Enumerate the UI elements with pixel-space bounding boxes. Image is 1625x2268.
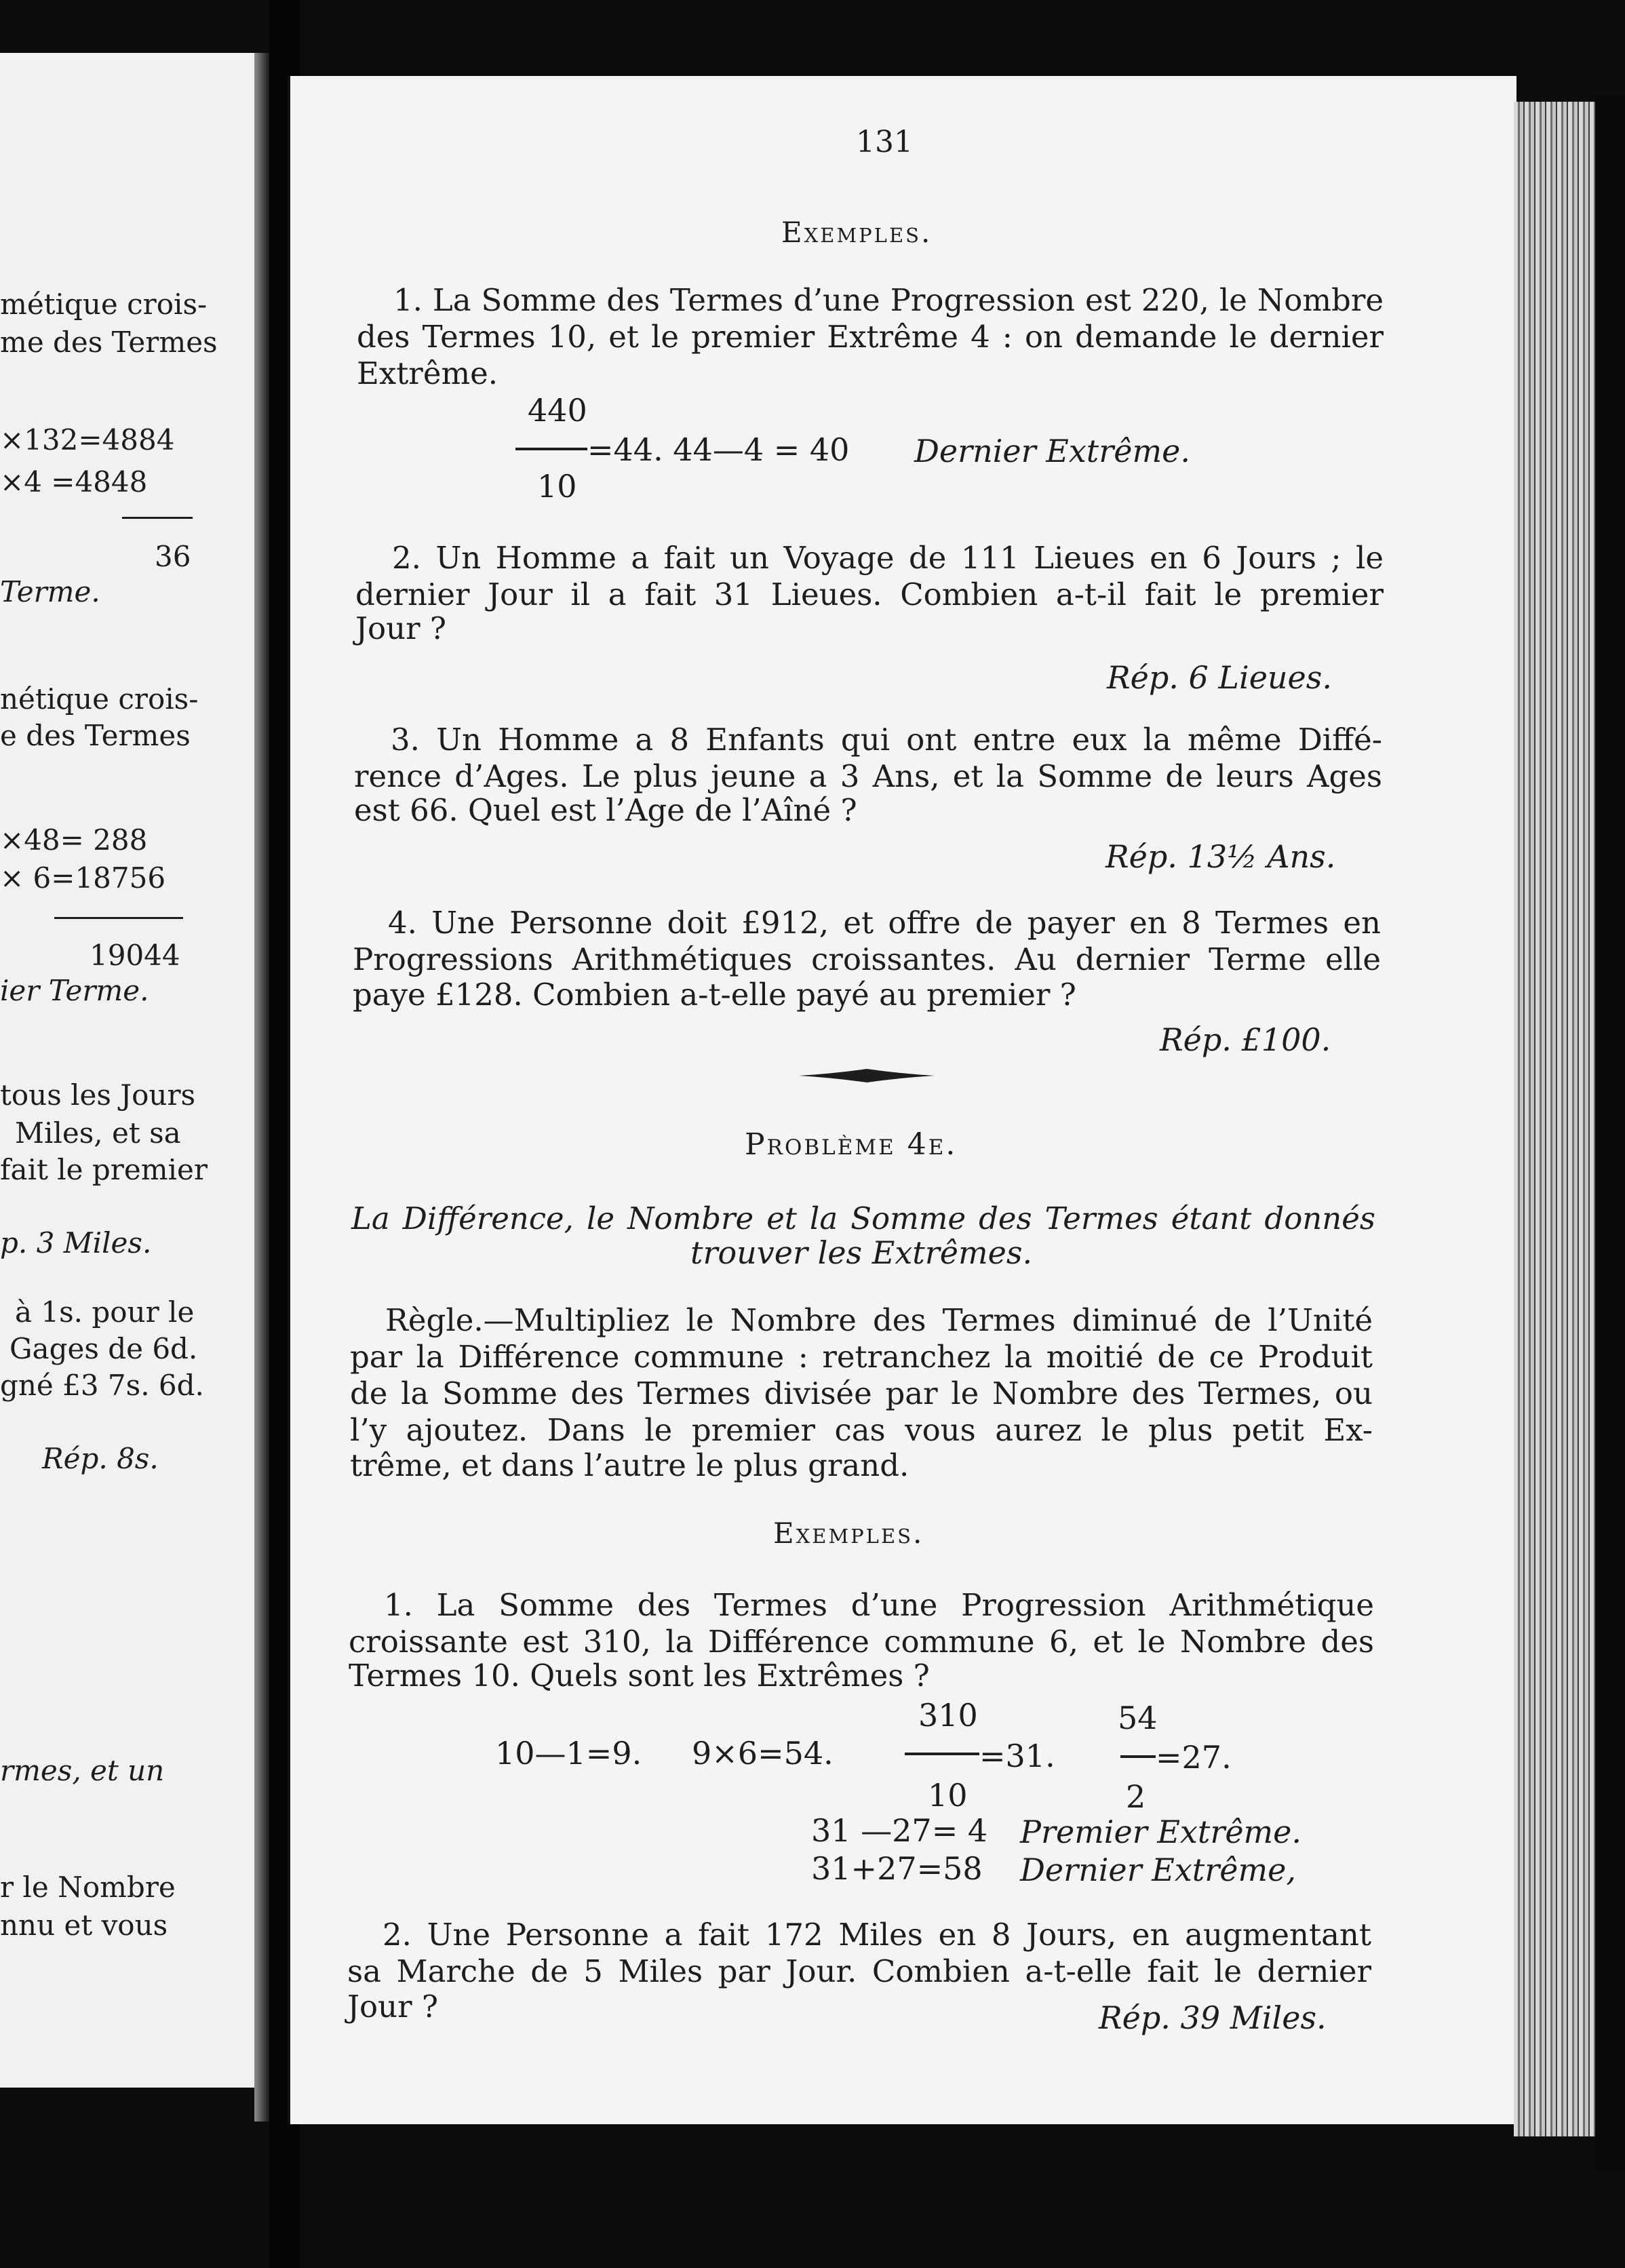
left-line: à 1s. pour le: [15, 1295, 195, 1329]
page-edges: [1514, 102, 1595, 2136]
calculation: 9×6=54.: [692, 1735, 834, 1772]
section-heading: Exemples.: [773, 1517, 924, 1550]
problem-subtitle-line: La Différence, le Nombre et la Somme des Termes étant donnés: [351, 1200, 1375, 1236]
example-3-line: est 66. Quel est l’Age de l’Aîné ?: [354, 792, 857, 828]
left-rule: [54, 917, 183, 919]
page-number: 131: [856, 125, 913, 159]
ornament-divider: [799, 1068, 935, 1084]
left-line: métique crois-: [0, 288, 208, 321]
left-line: ×132=4884: [0, 423, 175, 456]
fraction-result: =31.: [979, 1738, 1055, 1774]
calculation: 31 —27= 4: [811, 1812, 988, 1849]
example-3-line: rence d’Ages. Le plus jeune a 3 Ans, et la Somme de leurs Ages: [354, 758, 1382, 794]
left-line: Rép. 8s.: [42, 1442, 159, 1475]
problem-subtitle-line: trouver les Extrêmes.: [690, 1234, 1033, 1271]
example-3-line: 3. Un Homme a 8 Enfants qui ont entre eux la même Diffé-: [391, 722, 1382, 758]
answer: Rép. 6 Lieues.: [1107, 659, 1332, 696]
example-6-line: sa Marche de 5 Miles par Jour. Combien a-t-elle fait le dernier: [347, 1953, 1371, 1989]
calculation-result: Dernier Extrême,: [1020, 1852, 1296, 1888]
fraction-numerator: 440: [528, 392, 587, 429]
example-4-line: paye £128. Combien a-t-elle payé au premier ?: [353, 977, 1076, 1013]
rule-line: Règle.—Multipliez le Nombre des Termes diminué de l’Unité: [385, 1302, 1373, 1338]
fraction-bar: [905, 1753, 979, 1755]
left-line: Miles, et sa: [15, 1116, 181, 1150]
fraction-numerator: 54: [1118, 1700, 1158, 1736]
rule-line: par la Différence commune : retranchez la moitié de ce Produit: [350, 1339, 1373, 1375]
example-2-line: dernier Jour il a fait 31 Lieues. Combien a-t-il fait le premier: [355, 576, 1384, 612]
left-line: gné £3 7s. 6d.: [0, 1369, 204, 1402]
answer: Rép. 13½ Ans.: [1105, 838, 1336, 875]
left-line: Gages de 6d.: [9, 1332, 198, 1365]
calculation: 10—1=9.: [495, 1735, 642, 1772]
example-4-line: Progressions Arithmétiques croissantes. Au dernier Terme elle: [353, 941, 1381, 977]
left-line: 36: [155, 540, 191, 573]
calculation-result: Premier Extrême.: [1020, 1814, 1302, 1850]
left-line: me des Termes: [0, 326, 218, 359]
example-4-line: 4. Une Personne doit £912, et offre de payer en 8 Termes en: [388, 905, 1381, 941]
example-1-line: 1. La Somme des Termes d’une Progression est 220, le Nombre: [393, 282, 1384, 318]
left-line: ier Terme.: [0, 974, 149, 1007]
rule-line: trême, et dans l’autre le plus grand.: [350, 1447, 909, 1483]
example-5-line: croissante est 310, la Différence commune 6, et le Nombre des: [349, 1624, 1374, 1660]
left-line: nétique crois-: [0, 682, 199, 716]
calculation-result: Dernier Extrême.: [914, 433, 1190, 469]
left-line: ×4 =4848: [0, 465, 148, 498]
left-line: tous les Jours: [0, 1078, 196, 1112]
left-line: Terme.: [0, 575, 100, 608]
example-1-line: des Termes 10, et le premier Extrême 4 : on demande le dernier: [357, 319, 1384, 355]
left-line: 19044: [90, 939, 180, 972]
left-line: ×48= 288: [0, 823, 148, 857]
left-line: fait le premier: [0, 1153, 208, 1186]
left-line: r le Nombre: [0, 1871, 176, 1904]
fraction-bar: [1120, 1755, 1156, 1758]
left-line: p. 3 Miles.: [0, 1226, 152, 1259]
fraction-denominator: 2: [1126, 1778, 1146, 1815]
problem-title: Problème 4e.: [745, 1127, 958, 1162]
example-5-line: 1. La Somme des Termes d’une Progression Arithmétique: [384, 1587, 1374, 1623]
left-line: rmes, et un: [0, 1754, 165, 1787]
example-5-line: Termes 10. Quels sont les Extrêmes ?: [349, 1658, 930, 1694]
rule-line: l’y ajoutez. Dans le premier cas vous aurez le plus petit Ex-: [350, 1412, 1373, 1448]
answer: Rép. £100.: [1160, 1021, 1331, 1058]
left-rule: [122, 517, 193, 519]
fraction-denominator: 10: [928, 1777, 968, 1814]
answer: Rép. 39 Miles.: [1099, 1999, 1327, 2036]
left-line: e des Termes: [0, 719, 191, 752]
calculation: 31+27=58: [811, 1850, 983, 1887]
fraction-result: =27.: [1156, 1739, 1232, 1776]
calculation: =44. 44—4 = 40: [587, 431, 850, 468]
example-6-line: Jour ?: [347, 1989, 439, 2025]
left-page-shadow: [254, 53, 269, 2122]
left-line: nnu et vous: [0, 1909, 168, 1942]
example-2-line: 2. Un Homme a fait un Voyage de 111 Lieues en 6 Jours ; le: [392, 540, 1384, 576]
example-2-line: Jour ?: [355, 610, 447, 646]
fraction-bar: [515, 448, 587, 450]
rule-line: de la Somme des Termes divisée par le Nombre des Termes, ou: [350, 1375, 1373, 1411]
example-6-line: 2. Une Personne a fait 172 Miles en 8 Jours, en augmentant: [383, 1917, 1371, 1953]
fraction-denominator: 10: [537, 468, 577, 505]
fraction-numerator: 310: [918, 1697, 978, 1734]
left-line: × 6=18756: [0, 861, 166, 895]
right-edge-shadow: [1595, 95, 1625, 2170]
section-heading: Exemples.: [781, 216, 933, 249]
example-1-line: Extrême.: [357, 355, 498, 391]
